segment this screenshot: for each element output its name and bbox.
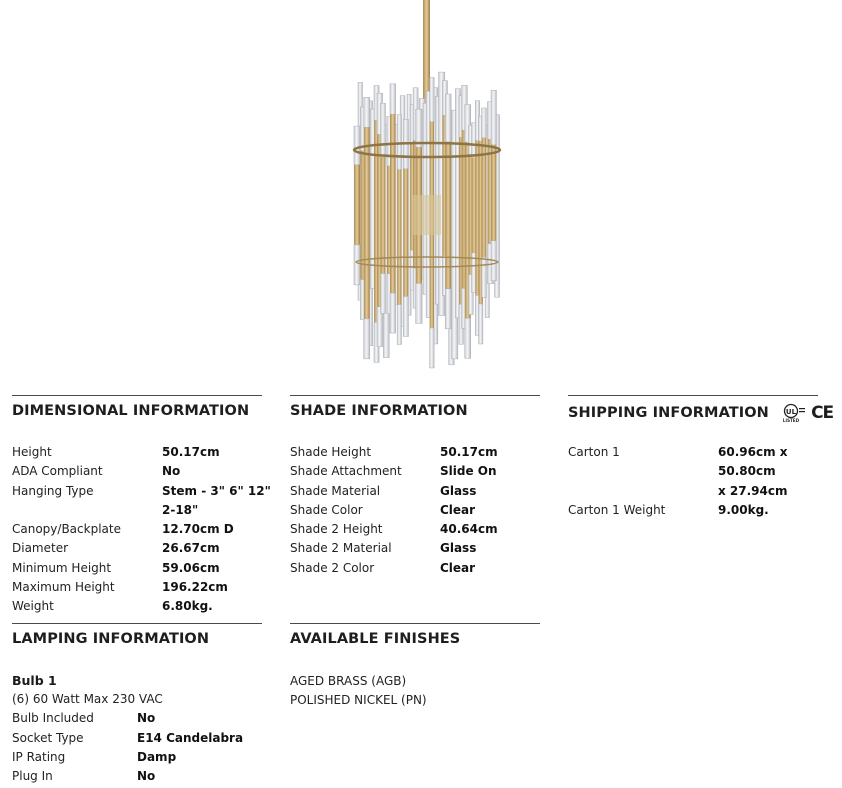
glass-rod-tip: [479, 304, 483, 344]
spec-value: No: [137, 769, 156, 784]
glass-rod-tip: [381, 273, 386, 313]
pendant-fixture-drawing: [354, 0, 500, 368]
spec-value: E14 Candelabra: [137, 730, 244, 745]
spec-row: [12, 748, 262, 767]
glass-rod: [354, 126, 360, 165]
section-divider: [568, 395, 818, 396]
dimensional-rows: [12, 443, 271, 617]
spec-label: ADA Compliant: [12, 464, 103, 479]
brass-rod: [354, 165, 360, 245]
glass-rod: [364, 97, 370, 127]
spec-label: Shade Attachment: [290, 464, 402, 479]
brass-rod: [403, 169, 408, 297]
spec-value: Glass: [440, 483, 477, 498]
spec-value: 50.17cm: [162, 445, 220, 459]
section-divider: [290, 623, 540, 624]
glass-rod-tip: [354, 245, 360, 285]
shade-title: SHADE INFORMATION: [290, 403, 468, 419]
spec-value: 40.64cm: [440, 522, 498, 537]
glass-rod-tip: [390, 293, 396, 333]
spec-row: [290, 462, 540, 481]
spec-row: [12, 578, 271, 597]
spec-row: [290, 443, 540, 462]
spec-row: [12, 520, 271, 539]
spec-label: Shade Height: [290, 445, 372, 459]
shipping-title: SHIPPING INFORMATION: [568, 405, 769, 421]
certifications: [782, 403, 833, 423]
lamping-rows: [12, 709, 262, 786]
shipping-section: [568, 395, 836, 520]
spec-label: Weight: [12, 599, 54, 614]
brass-rod: [491, 145, 496, 241]
finish-item: POLISHED NICKEL (PN): [290, 693, 427, 708]
spec-label: IP Rating: [12, 749, 66, 764]
spec-label: Carton 1: [568, 445, 620, 459]
glass-rod: [416, 109, 422, 147]
spec-row: [12, 709, 262, 728]
brass-rod: [364, 127, 370, 319]
spec-row: [12, 462, 271, 481]
spec-value: 59.06cm: [162, 560, 220, 575]
spec-label: Shade Color: [290, 502, 363, 517]
spec-row: [290, 501, 540, 520]
spec-row: [290, 520, 540, 539]
svg-text:LISTED: LISTED: [782, 418, 800, 423]
glass-rod: [482, 108, 487, 138]
spec-value: 12.70cm D: [162, 522, 234, 537]
spec-value: 196.22cm: [162, 580, 228, 595]
brass-rod: [397, 170, 401, 305]
spec-row: [12, 443, 271, 462]
brass-rod: [381, 157, 386, 273]
finishes-title: AVAILABLE FINISHES: [290, 631, 461, 647]
spec-value: Glass: [440, 541, 477, 556]
glass-rod: [397, 115, 401, 170]
spec-value: 6.80kg.: [162, 599, 213, 614]
spec-row: [12, 729, 262, 748]
spec-label: Plug In: [12, 769, 53, 784]
spec-label: Shade 2 Height: [290, 522, 383, 537]
glass-rod: [491, 90, 496, 145]
finish-item: AGED BRASS (AGB): [290, 674, 407, 688]
glass-rod-tip: [397, 304, 401, 344]
bulb-description: (6) 60 Watt Max 230 VAC: [12, 692, 163, 706]
spec-label: Maximum Height: [12, 580, 115, 595]
spec-label: Minimum Height: [12, 560, 112, 575]
glass-rod-tip: [465, 318, 471, 358]
glass-rod-tip: [416, 283, 422, 323]
shade-section: [290, 395, 540, 578]
spec-row: [12, 539, 271, 558]
spec-label: Shade 2 Color: [290, 560, 375, 575]
dimensional-title: DIMENSIONAL INFORMATION: [12, 403, 250, 419]
glass-rod-tip: [482, 257, 487, 297]
spec-value: Stem - 3" 6" 12" 2-18": [162, 483, 271, 517]
shade-rows: [290, 443, 540, 578]
spec-label: Carton 1 Weight: [568, 502, 666, 517]
bulb-title: Bulb 1: [12, 673, 57, 688]
glass-rod: [430, 77, 435, 121]
shipping-rows: [568, 443, 836, 520]
spec-label: Shade Material: [290, 483, 381, 498]
glass-rod-tip: [364, 319, 370, 359]
spec-row: [290, 482, 540, 501]
spec-row: [12, 597, 271, 616]
spec-label: Height: [12, 445, 52, 459]
svg-text:UL: UL: [785, 408, 797, 416]
spec-value: Slide On: [440, 464, 497, 479]
lamping-title: LAMPING INFORMATION: [12, 631, 210, 647]
spec-row: [568, 443, 836, 501]
spec-value: Damp: [137, 749, 177, 764]
section-divider: [290, 395, 540, 396]
glass-rod-tip: [445, 289, 451, 329]
spec-value: No: [137, 711, 156, 726]
spec-label: Shade 2 Material: [290, 541, 392, 556]
spec-label: Diameter: [12, 541, 69, 556]
spec-value: 60.96cm x 50.80cm x 27.94cm: [718, 445, 788, 498]
spec-value: Clear: [440, 560, 476, 575]
glass-rod: [390, 84, 396, 114]
finishes-section: [290, 623, 540, 711]
spec-value: No: [162, 464, 181, 479]
spec-value: 9.00kg.: [718, 502, 769, 517]
glass-rod-tip: [403, 296, 408, 336]
spec-value: 50.17cm: [440, 445, 498, 459]
spec-label: Bulb Included: [12, 711, 94, 726]
spec-label: Socket Type: [12, 730, 84, 745]
ce-mark-icon: CE: [811, 403, 834, 423]
section-divider: [12, 395, 262, 396]
spec-value: Clear: [440, 502, 476, 517]
center-cluster: [413, 195, 441, 235]
glass-rod: [445, 94, 451, 142]
spec-row: [290, 559, 540, 578]
shipping-title-row: [568, 403, 836, 423]
glass-rod: [381, 103, 386, 157]
spec-row: [12, 559, 271, 578]
spec-row: [12, 767, 262, 786]
ul-listed-icon: [782, 403, 808, 423]
spec-row: [568, 501, 836, 520]
spec-row: [12, 482, 271, 521]
spec-row: [290, 539, 540, 558]
spec-label: Hanging Type: [12, 483, 94, 498]
glass-rod-tip: [430, 328, 435, 368]
spec-label: Canopy/Backplate: [12, 522, 121, 537]
dimensional-section: [12, 395, 271, 617]
product-image: [0, 0, 842, 385]
section-divider: [12, 623, 262, 624]
lamping-section: [12, 623, 262, 786]
spec-value: 26.67cm: [162, 541, 220, 556]
finishes-list: [290, 672, 540, 711]
